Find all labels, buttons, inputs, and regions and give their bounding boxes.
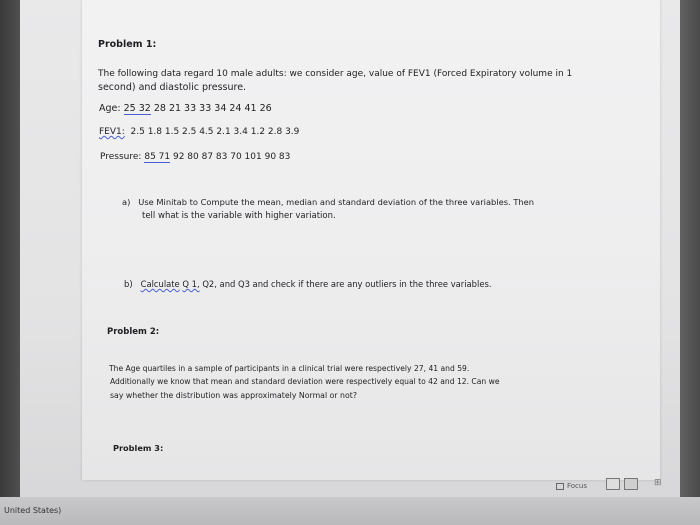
monitor-screen — [20, 0, 680, 525]
web-layout-icon[interactable]: ⊞ — [654, 478, 662, 488]
question-b-calculate: Calculate — [140, 279, 180, 289]
focus-button[interactable] — [556, 480, 608, 492]
question-b-rest: Q2, and Q3 and check if there are any outliers in the three variables. — [202, 279, 492, 289]
pressure-values: 92 80 87 83 70 101 90 83 — [172, 152, 291, 162]
age-row — [99, 103, 272, 114]
pressure-row — [100, 152, 290, 162]
document-page — [82, 0, 660, 480]
print-layout-icon[interactable] — [624, 478, 638, 490]
problem2-line1: The Age quartiles in a sample of participants in a clinical trial were respectively 27, 41 and 59. — [109, 364, 470, 373]
problem1-intro-line1: The following data regard 10 male adults: we consider age, value of FEV1 (Forced Expiratory volume in 1 — [98, 69, 573, 79]
language-status[interactable]: United States) — [4, 506, 62, 515]
question-a-marker: a) — [122, 197, 131, 207]
problem2-heading: Problem 2: — [107, 327, 160, 337]
question-a-line1 — [122, 197, 534, 207]
question-a-text1: Use Minitab to Compute the mean, median and standard deviation of the three variables. Then — [138, 197, 535, 207]
focus-icon — [556, 483, 564, 490]
question-b-q1: Q 1, — [182, 279, 200, 289]
age-underlined-values: 25 32 — [123, 103, 151, 114]
age-values: 28 21 33 33 34 24 41 26 — [153, 103, 272, 114]
problem2-line2: Additionally we know that mean and standard deviation were respectively equal to 42 and 12. Can we — [110, 377, 500, 386]
fev-values: 2.5 1.8 1.5 2.5 4.5 2.1 3.4 1.2 2.8 3.9 — [130, 127, 300, 137]
problem3-heading: Problem 3: — [113, 443, 164, 453]
age-label: Age: — [99, 103, 121, 114]
question-a-line2: tell what is the variable with higher variation. — [142, 211, 336, 221]
fev-label: FEV1: — [99, 127, 125, 137]
status-bar — [0, 497, 700, 525]
pressure-label: Pressure: — [100, 152, 142, 162]
read-mode-icon[interactable] — [606, 478, 620, 490]
question-b-marker: b) — [124, 279, 133, 289]
problem1-heading: Problem 1: — [98, 39, 157, 50]
problem2-line3: say whether the distribution was approximately Normal or not? — [110, 391, 357, 400]
problem1-intro-line2: second) and diastolic pressure. — [98, 82, 247, 93]
fev-row — [99, 127, 299, 137]
question-b-line — [124, 279, 492, 289]
focus-label: Focus — [567, 482, 587, 490]
pressure-underlined-values: 85 71 — [144, 152, 171, 162]
